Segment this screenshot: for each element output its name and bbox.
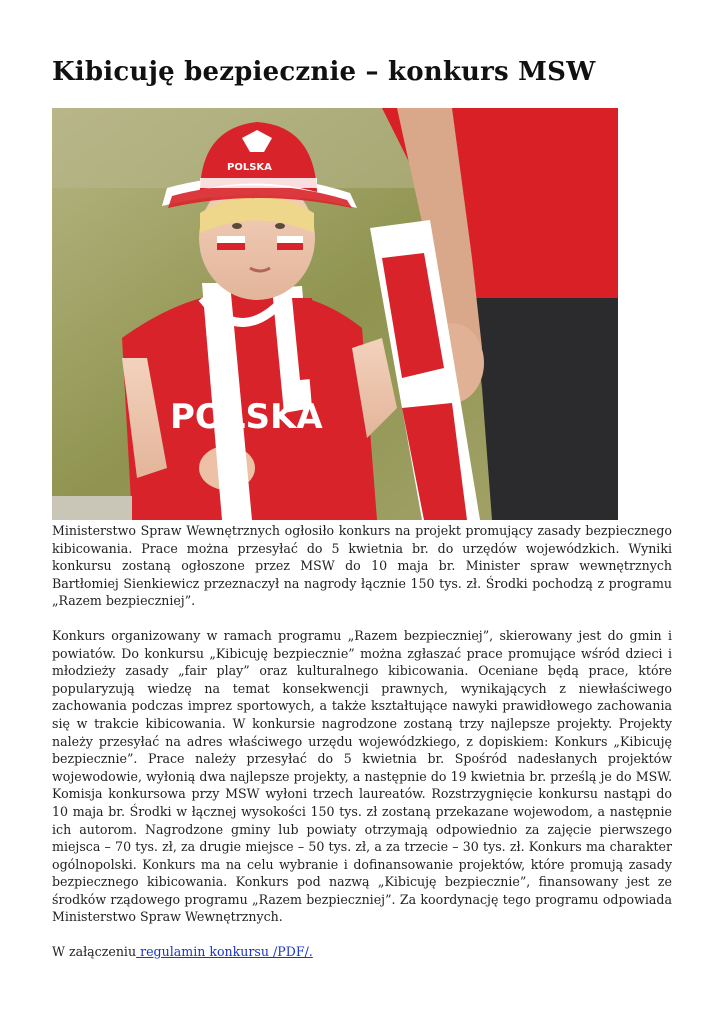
shirt-lettering: POLSKA: [170, 397, 323, 437]
document-page: [52, 52, 672, 978]
article-paragraph-2: Konkurs organizowany w ramach programu „Razem bezpieczniej”, skierowany jest do gmin i powiatów. Do konkursu „Kibicuję bezpiecznie” można zgłaszać prace promujące wśród dzieci i młodzieży zasady „fair play” oraz kulturalnego kibicowania. Oceniane będą prace, które popularyzują wiedzę na temat konsekwencji prawnych, wynikających z niewłaściwego zachowania podczas imprez sportowych, a także kształtujące nawyki prawidłowego zachowania się w trakcie kibicowania. W konkursie nagrodzone zostaną trzy najlepsze projekty. Projekty należy przesyłać na adres właściwego urzędu wojewódzkiego, z dopiskiem: Konkurs „Kibicuję bezpiecznie”. Prace należy przesyłać do 5 kwietnia br. Spośród nadesłanych projektów wojewodowie, wyłonią dwa najlepsze projekty, a następnie do 19 kwietnia br. prześlą je do MSW. Komisja konkursowa przy MSW wyłoni trzech laureatów. Rozstrzygnięcie konkursu nastąpi do 10 maja br. Środki w łącznej wysokości 150 tys. zł zostaną przekazane wojewodom, a następnie ich autorom. Nagrodzone gminy lub powiaty otrzymają odpowiednio za zajęcie pierwszego miejsca – 70 tys. zł, za drugie miejsce – 50 tys. zł, a za trzecie – 30 tys. zł. Konkurs ma charakter ogólnopolski. Konkurs ma na celu wybranie i dofinansowanie projektów, które promują zasady bezpiecznego kibicowania. Konkurs pod nazwą „Kibicuję bezpiecznie”, finansowany jest ze środków rządowego programu „Razem bezpieczniej”. Za koordynację tego programu odpowiada Ministerstwo Spraw Wewnętrznych.: [52, 627, 672, 925]
hat-lettering: POLSKA: [227, 162, 272, 173]
fan-child-photo: [52, 108, 618, 520]
attachment-prefix: W załączeniu: [52, 944, 137, 960]
article-paragraph-1: Ministerstwo Spraw Wewnętrznych ogłosiło konkurs na projekt promujący zasady bezpiecznego kibicowania. Prace można przesyłać do 5 kwietnia br. do urzędów wojewódzkich. Wyniki konkursu zostaną ogłoszone przez MSW do 10 maja br. Minister spraw wewnętrznych Bartłomiej Sienkiewicz przeznaczył na nagrody łącznie 150 tys. zł. Środki pochodzą z programu „Razem bezpieczniej”.: [52, 523, 672, 609]
article-photo: [52, 108, 618, 520]
article-title: Kibicuję bezpiecznie – konkurs MSW: [52, 57, 596, 87]
attachment-line: [52, 943, 672, 961]
article-body: [52, 522, 672, 961]
regulation-pdf-link[interactable]: regulamin konkursu /PDF/.: [136, 944, 313, 960]
